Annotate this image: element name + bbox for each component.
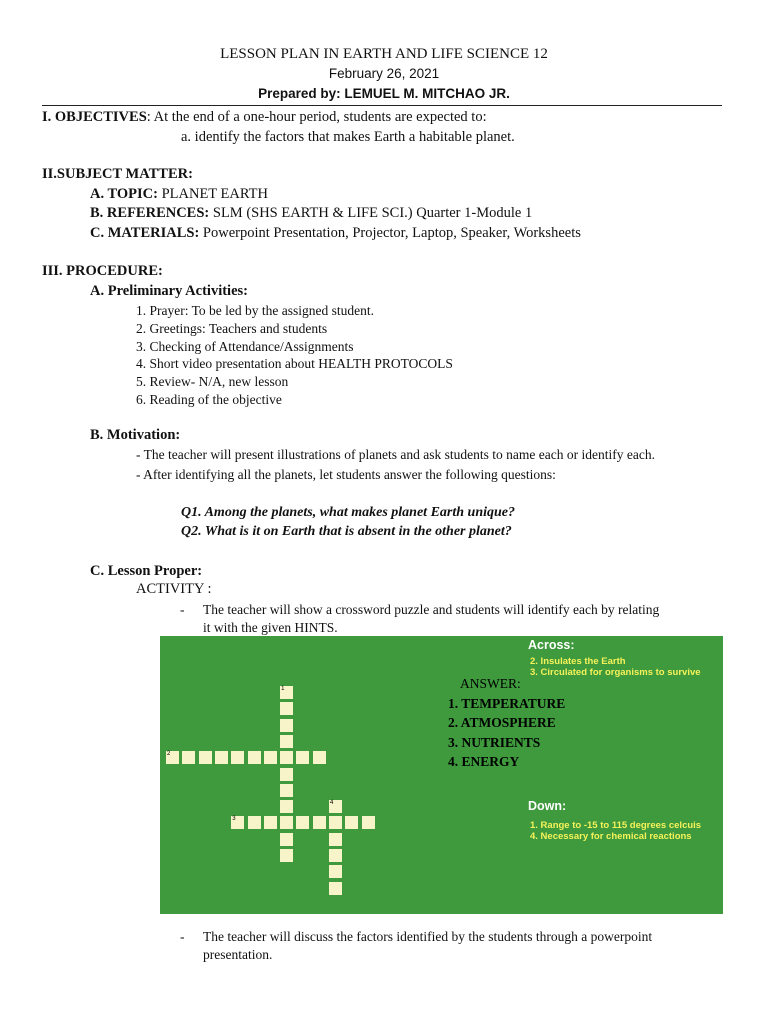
crossword-cell [214,750,229,765]
answer-heading: ANSWER: [460,676,521,691]
crossword-cell [312,815,327,830]
crossword-cell-number: 4 [330,800,334,807]
answer-item: 4. ENERGY [448,754,520,769]
crossword-cell [279,848,294,863]
activity-label: ACTIVITY : [136,581,212,597]
document-date: February 26, 2021 [328,66,440,81]
prepared-by [0,86,768,101]
preliminary-heading: A. Preliminary Activities: [90,283,248,299]
crossword-cell [279,799,294,814]
preliminary-item: 5. Review- N/A, new lesson [136,374,289,389]
materials-value: Powerpoint Presentation, Projector, Laptop, Speaker, Worksheets [202,225,581,241]
crossword-cell [263,815,278,830]
crossword-cell [328,848,343,863]
down-heading: Down: [528,799,567,813]
crossword-cell [361,815,376,830]
crossword-cell [328,815,343,830]
topic-value: PLANET EARTH [161,186,268,202]
answer-item: 2. ATMOSPHERE [448,715,556,730]
crossword-cell [247,815,262,830]
crossword-cell-number: 1 [281,686,285,692]
references-label: B. REFERENCES: [90,205,213,221]
objectives-intro: : At the end of a one-hour period, students are expected to: [146,109,487,125]
crossword-cell [312,750,327,765]
crossword-cell [295,815,310,830]
crossword-cell [230,815,245,830]
crossword-cell [279,815,294,830]
across-clue: 2. Insulates the Earth [530,656,626,667]
crossword-cell [344,815,359,830]
discuss-line: presentation. [203,947,273,962]
lesson-proper-heading: C. Lesson Proper: [90,563,203,579]
preliminary-item: 6. Reading of the objective [136,392,282,407]
activity-line: it with the given HINTS. [203,620,338,635]
topic-label: A. TOPIC: [90,186,162,202]
crossword-cell [328,832,343,847]
preliminary-item: 4. Short video presentation about HEALTH PROTOCOLS [136,356,453,371]
crossword-cell [279,832,294,847]
crossword-cell [263,750,278,765]
crossword-cell [328,799,343,814]
materials-line [90,225,581,242]
procedure-heading: III. PROCEDURE: [42,263,163,279]
objective-item-a: a. identify the factors that makes Earth a habitable planet. [181,129,515,145]
crossword-cell [279,718,294,733]
answer-item: 1. TEMPERATURE [448,696,566,711]
bullet-dash: - [180,929,185,944]
crossword-cell [279,701,294,716]
objectives-line [42,109,487,126]
document-title: LESSON PLAN IN EARTH AND LIFE SCIENCE 12 [220,46,548,62]
activity-line: The teacher will show a crossword puzzle and students will identify each by relating [203,602,660,617]
crossword-cell [328,881,343,896]
crossword-cell-number: 2 [167,751,171,758]
motivation-line: - After identifying all the planets, let students answer the following questions: [136,467,556,482]
crossword-cell [165,750,180,765]
header-divider [42,105,722,106]
materials-label: C. MATERIALS: [90,225,203,241]
crossword-cell [328,864,343,879]
crossword-cell [279,750,294,765]
preliminary-item: 1. Prayer: To be led by the assigned student. [136,303,375,318]
preliminary-item: 3. Checking of Attendance/Assignments [136,339,354,354]
prepared-by-label: Prepared by: [258,86,345,101]
bullet-dash: - [180,602,185,617]
answer-item: 3. NUTRIENTS [448,735,541,750]
crossword-cell [198,750,213,765]
down-clue: 1. Range to -15 to 115 degrees celcuis [530,820,702,831]
crossword-cell [247,750,262,765]
motivation-line: - The teacher will present illustrations of planets and ask students to name each or identify each. [136,447,655,462]
crossword-cell [230,750,245,765]
discuss-line: The teacher will discuss the factors identified by the students through a powerpoint [203,929,653,944]
question-2: Q2. What is it on Earth that is absent in the other planet? [181,524,512,539]
objectives-heading: I. OBJECTIVES [42,109,147,125]
crossword-cell [279,734,294,749]
references-value: SLM (SHS EARTH & LIFE SCI.) Quarter 1-Module 1 [212,205,533,221]
crossword-cell [295,750,310,765]
topic-line [90,186,268,203]
prepared-by-name: LEMUEL M. MITCHAO JR. [344,86,510,101]
references-line [90,205,532,222]
crossword-cell [279,783,294,798]
across-heading: Across: [528,638,575,652]
crossword-cell-number: 3 [232,816,236,823]
crossword-cell [181,750,196,765]
preliminary-item: 2. Greetings: Teachers and students [136,321,328,336]
crossword-cell [279,685,294,700]
subject-matter-heading: II.SUBJECT MATTER: [42,166,193,182]
across-clue: 3. Circulated for organisms to survive [530,667,701,678]
down-clue: 4. Necessary for chemical reactions [530,831,692,842]
motivation-heading: B. Motivation: [90,427,181,443]
question-1: Q1. Among the planets, what makes planet Earth unique? [181,505,515,520]
crossword-slide [160,636,723,914]
crossword-cell [279,767,294,782]
